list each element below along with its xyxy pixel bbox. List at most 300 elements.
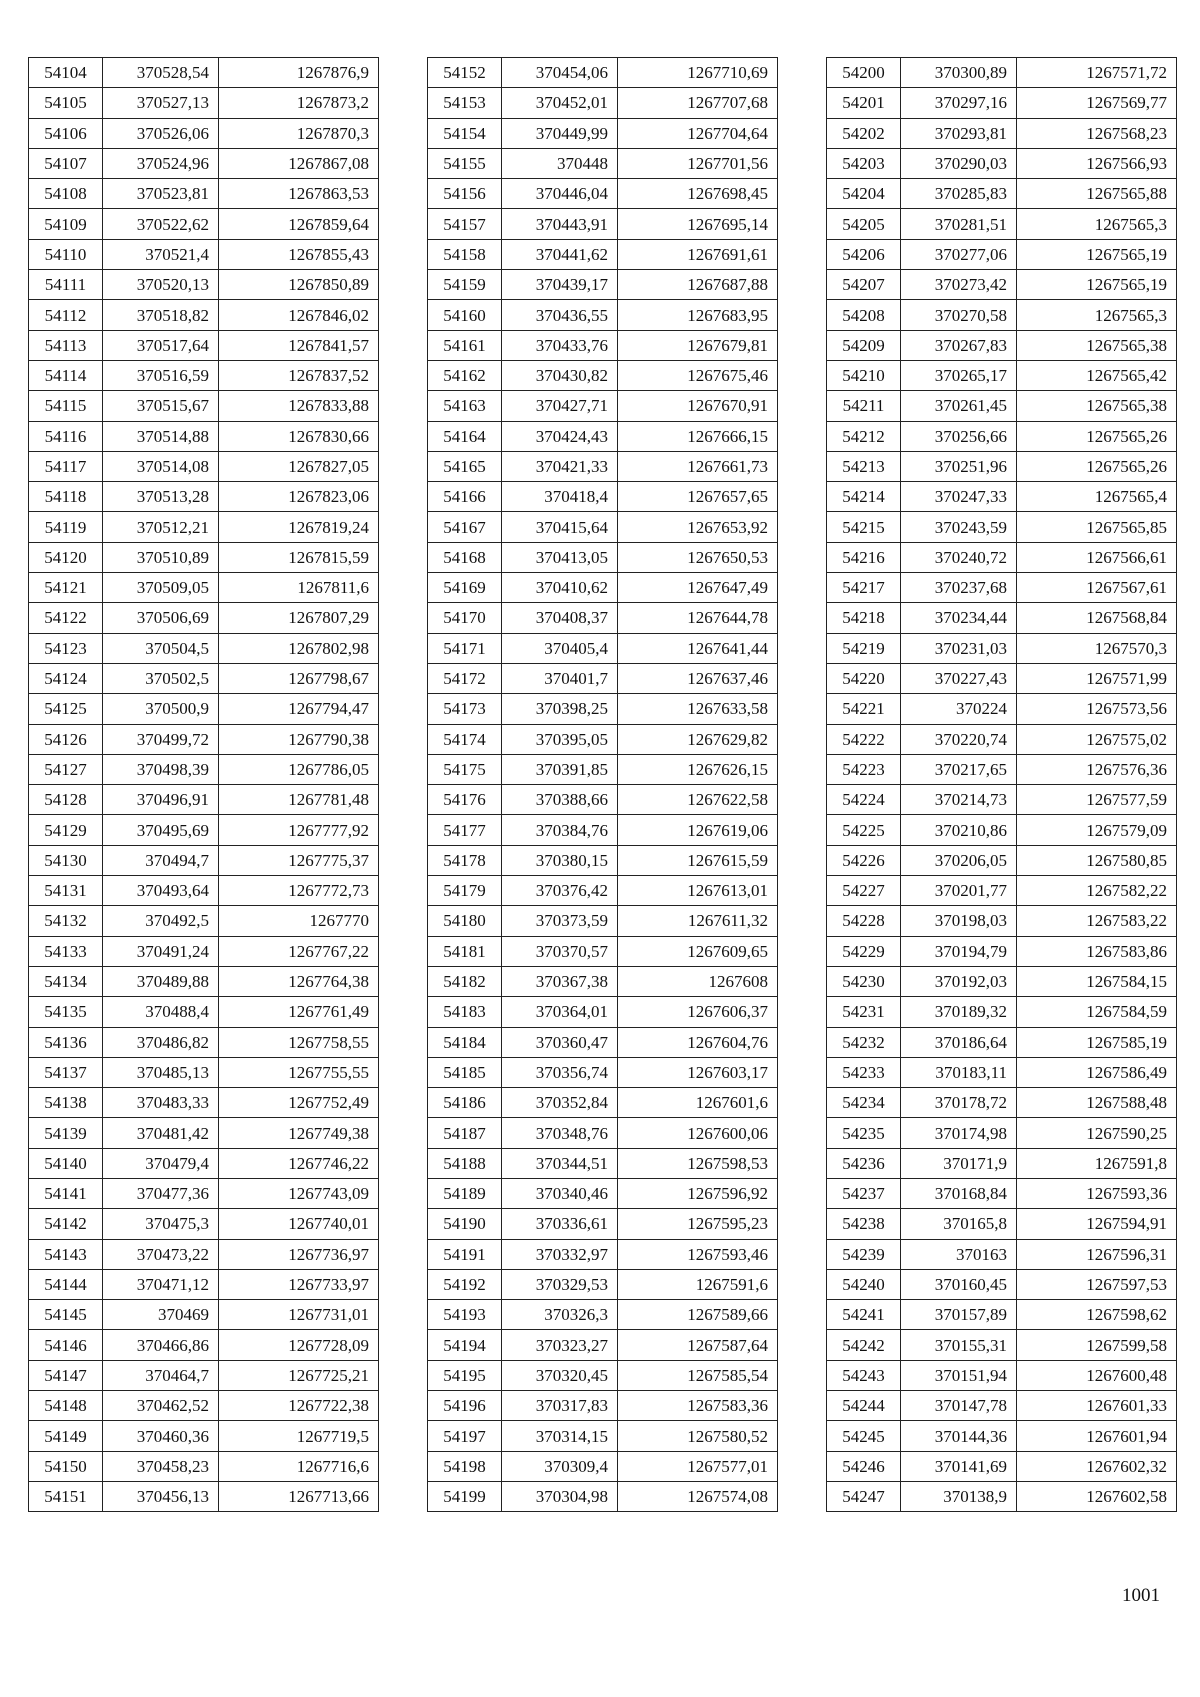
table-row xyxy=(827,1451,1177,1481)
y-coordinate-cell: 1267577,01 xyxy=(618,1451,778,1481)
table-row xyxy=(827,542,1177,572)
x-coordinate-cell: 370270,58 xyxy=(901,300,1017,330)
x-coordinate-cell: 370499,72 xyxy=(103,724,219,754)
table-row xyxy=(428,88,778,118)
table-row xyxy=(428,966,778,996)
point-number-cell: 54141 xyxy=(29,1178,103,1208)
point-number-cell: 54212 xyxy=(827,421,901,451)
point-number-cell: 54162 xyxy=(428,360,502,390)
coordinates-table-1 xyxy=(28,57,379,1512)
x-coordinate-cell: 370273,42 xyxy=(901,270,1017,300)
y-coordinate-cell: 1267587,64 xyxy=(618,1330,778,1360)
point-number-cell: 54170 xyxy=(428,603,502,633)
table-row xyxy=(827,966,1177,996)
x-coordinate-cell: 370408,37 xyxy=(502,603,618,633)
y-coordinate-cell: 1267583,22 xyxy=(1017,906,1177,936)
point-number-cell: 54192 xyxy=(428,1269,502,1299)
x-coordinate-cell: 370527,13 xyxy=(103,88,219,118)
table-row xyxy=(428,1088,778,1118)
x-coordinate-cell: 370518,82 xyxy=(103,300,219,330)
point-number-cell: 54245 xyxy=(827,1421,901,1451)
x-coordinate-cell: 370439,17 xyxy=(502,270,618,300)
x-coordinate-cell: 370526,06 xyxy=(103,118,219,148)
point-number-cell: 54152 xyxy=(428,58,502,88)
y-coordinate-cell: 1267683,95 xyxy=(618,300,778,330)
x-coordinate-cell: 370460,36 xyxy=(103,1421,219,1451)
x-coordinate-cell: 370521,4 xyxy=(103,239,219,269)
point-number-cell: 54165 xyxy=(428,451,502,481)
y-coordinate-cell: 1267601,6 xyxy=(618,1088,778,1118)
table-row xyxy=(827,1300,1177,1330)
point-number-cell: 54236 xyxy=(827,1148,901,1178)
point-number-cell: 54112 xyxy=(29,300,103,330)
point-number-cell: 54117 xyxy=(29,451,103,481)
y-coordinate-cell: 1267613,01 xyxy=(618,876,778,906)
y-coordinate-cell: 1267599,58 xyxy=(1017,1330,1177,1360)
table-row xyxy=(827,1269,1177,1299)
point-number-cell: 54202 xyxy=(827,118,901,148)
x-coordinate-cell: 370452,01 xyxy=(502,88,618,118)
point-number-cell: 54195 xyxy=(428,1360,502,1390)
table-row xyxy=(827,663,1177,693)
x-coordinate-cell: 370454,06 xyxy=(502,58,618,88)
y-coordinate-cell: 1267830,66 xyxy=(219,421,379,451)
x-coordinate-cell: 370300,89 xyxy=(901,58,1017,88)
table-row xyxy=(29,1300,379,1330)
point-number-cell: 54175 xyxy=(428,754,502,784)
y-coordinate-cell: 1267580,85 xyxy=(1017,845,1177,875)
x-coordinate-cell: 370391,85 xyxy=(502,754,618,784)
y-coordinate-cell: 1267584,59 xyxy=(1017,997,1177,1027)
y-coordinate-cell: 1267575,02 xyxy=(1017,724,1177,754)
y-coordinate-cell: 1267736,97 xyxy=(219,1239,379,1269)
y-coordinate-cell: 1267565,26 xyxy=(1017,421,1177,451)
table-row xyxy=(29,58,379,88)
table-row xyxy=(827,845,1177,875)
point-number-cell: 54229 xyxy=(827,936,901,966)
x-coordinate-cell: 370424,43 xyxy=(502,421,618,451)
x-coordinate-cell: 370492,5 xyxy=(103,906,219,936)
x-coordinate-cell: 370516,59 xyxy=(103,360,219,390)
y-coordinate-cell: 1267657,65 xyxy=(618,482,778,512)
y-coordinate-cell: 1267571,99 xyxy=(1017,663,1177,693)
table-row xyxy=(827,1178,1177,1208)
y-coordinate-cell: 1267641,44 xyxy=(618,633,778,663)
point-number-cell: 54148 xyxy=(29,1391,103,1421)
point-number-cell: 54224 xyxy=(827,785,901,815)
x-coordinate-cell: 370138,9 xyxy=(901,1481,1017,1511)
x-coordinate-cell: 370401,7 xyxy=(502,663,618,693)
table-row xyxy=(29,542,379,572)
table-row xyxy=(29,451,379,481)
y-coordinate-cell: 1267807,29 xyxy=(219,603,379,633)
y-coordinate-cell: 1267596,92 xyxy=(618,1178,778,1208)
table-row xyxy=(428,1178,778,1208)
table-row xyxy=(827,573,1177,603)
table-row xyxy=(29,148,379,178)
y-coordinate-cell: 1267584,15 xyxy=(1017,966,1177,996)
table-row xyxy=(29,300,379,330)
table-row xyxy=(428,936,778,966)
x-coordinate-cell: 370261,45 xyxy=(901,391,1017,421)
y-coordinate-cell: 1267710,69 xyxy=(618,58,778,88)
x-coordinate-cell: 370367,38 xyxy=(502,966,618,996)
point-number-cell: 54111 xyxy=(29,270,103,300)
table-row xyxy=(428,785,778,815)
x-coordinate-cell: 370430,82 xyxy=(502,360,618,390)
y-coordinate-cell: 1267837,52 xyxy=(219,360,379,390)
table-row xyxy=(428,1239,778,1269)
y-coordinate-cell: 1267781,48 xyxy=(219,785,379,815)
y-coordinate-cell: 1267819,24 xyxy=(219,512,379,542)
x-coordinate-cell: 370514,88 xyxy=(103,421,219,451)
y-coordinate-cell: 1267743,09 xyxy=(219,1178,379,1208)
y-coordinate-cell: 1267691,61 xyxy=(618,239,778,269)
table-row xyxy=(29,330,379,360)
y-coordinate-cell: 1267850,89 xyxy=(219,270,379,300)
y-coordinate-cell: 1267593,46 xyxy=(618,1239,778,1269)
y-coordinate-cell: 1267761,49 xyxy=(219,997,379,1027)
x-coordinate-cell: 370485,13 xyxy=(103,1057,219,1087)
y-coordinate-cell: 1267833,88 xyxy=(219,391,379,421)
y-coordinate-cell: 1267585,54 xyxy=(618,1360,778,1390)
point-number-cell: 54174 xyxy=(428,724,502,754)
y-coordinate-cell: 1267565,38 xyxy=(1017,330,1177,360)
point-number-cell: 54223 xyxy=(827,754,901,784)
point-number-cell: 54181 xyxy=(428,936,502,966)
x-coordinate-cell: 370206,05 xyxy=(901,845,1017,875)
table-row xyxy=(428,633,778,663)
y-coordinate-cell: 1267629,82 xyxy=(618,724,778,754)
point-number-cell: 54159 xyxy=(428,270,502,300)
point-number-cell: 54230 xyxy=(827,966,901,996)
y-coordinate-cell: 1267570,3 xyxy=(1017,633,1177,663)
y-coordinate-cell: 1267873,2 xyxy=(219,88,379,118)
y-coordinate-cell: 1267687,88 xyxy=(618,270,778,300)
point-number-cell: 54204 xyxy=(827,179,901,209)
point-number-cell: 54108 xyxy=(29,179,103,209)
table-row xyxy=(428,391,778,421)
point-number-cell: 54244 xyxy=(827,1391,901,1421)
x-coordinate-cell: 370504,5 xyxy=(103,633,219,663)
y-coordinate-cell: 1267767,22 xyxy=(219,936,379,966)
y-coordinate-cell: 1267600,48 xyxy=(1017,1360,1177,1390)
table-row xyxy=(428,1057,778,1087)
table-row xyxy=(29,270,379,300)
point-number-cell: 54194 xyxy=(428,1330,502,1360)
x-coordinate-cell: 370469 xyxy=(103,1300,219,1330)
point-number-cell: 54201 xyxy=(827,88,901,118)
x-coordinate-cell: 370237,68 xyxy=(901,573,1017,603)
y-coordinate-cell: 1267565,4 xyxy=(1017,482,1177,512)
point-number-cell: 54193 xyxy=(428,1300,502,1330)
y-coordinate-cell: 1267758,55 xyxy=(219,1027,379,1057)
y-coordinate-cell: 1267591,8 xyxy=(1017,1148,1177,1178)
point-number-cell: 54158 xyxy=(428,239,502,269)
y-coordinate-cell: 1267603,17 xyxy=(618,1057,778,1087)
x-coordinate-cell: 370523,81 xyxy=(103,179,219,209)
table-row xyxy=(29,1481,379,1511)
point-number-cell: 54119 xyxy=(29,512,103,542)
table-row xyxy=(29,1088,379,1118)
point-number-cell: 54199 xyxy=(428,1481,502,1511)
y-coordinate-cell: 1267846,02 xyxy=(219,300,379,330)
table-row xyxy=(29,118,379,148)
table-row xyxy=(29,876,379,906)
point-number-cell: 54110 xyxy=(29,239,103,269)
point-number-cell: 54221 xyxy=(827,694,901,724)
point-number-cell: 54145 xyxy=(29,1300,103,1330)
x-coordinate-cell: 370320,45 xyxy=(502,1360,618,1390)
point-number-cell: 54233 xyxy=(827,1057,901,1087)
table-row xyxy=(827,906,1177,936)
point-number-cell: 54222 xyxy=(827,724,901,754)
y-coordinate-cell: 1267582,22 xyxy=(1017,876,1177,906)
x-coordinate-cell: 370488,4 xyxy=(103,997,219,1027)
table-row xyxy=(29,360,379,390)
point-number-cell: 54127 xyxy=(29,754,103,784)
y-coordinate-cell: 1267569,77 xyxy=(1017,88,1177,118)
y-coordinate-cell: 1267746,22 xyxy=(219,1148,379,1178)
y-coordinate-cell: 1267644,78 xyxy=(618,603,778,633)
x-coordinate-cell: 370317,83 xyxy=(502,1391,618,1421)
y-coordinate-cell: 1267707,68 xyxy=(618,88,778,118)
x-coordinate-cell: 370157,89 xyxy=(901,1300,1017,1330)
y-coordinate-cell: 1267728,09 xyxy=(219,1330,379,1360)
x-coordinate-cell: 370494,7 xyxy=(103,845,219,875)
y-coordinate-cell: 1267571,72 xyxy=(1017,58,1177,88)
x-coordinate-cell: 370510,89 xyxy=(103,542,219,572)
y-coordinate-cell: 1267593,36 xyxy=(1017,1178,1177,1208)
x-coordinate-cell: 370151,94 xyxy=(901,1360,1017,1390)
table-row xyxy=(29,997,379,1027)
table-row xyxy=(29,936,379,966)
x-coordinate-cell: 370436,55 xyxy=(502,300,618,330)
x-coordinate-cell: 370520,13 xyxy=(103,270,219,300)
table-row xyxy=(29,724,379,754)
point-number-cell: 54143 xyxy=(29,1239,103,1269)
x-coordinate-cell: 370384,76 xyxy=(502,815,618,845)
y-coordinate-cell: 1267666,15 xyxy=(618,421,778,451)
point-number-cell: 54225 xyxy=(827,815,901,845)
point-number-cell: 54210 xyxy=(827,360,901,390)
x-coordinate-cell: 370227,43 xyxy=(901,663,1017,693)
y-coordinate-cell: 1267722,38 xyxy=(219,1391,379,1421)
table-row xyxy=(29,1057,379,1087)
table-row xyxy=(29,1360,379,1390)
y-coordinate-cell: 1267815,59 xyxy=(219,542,379,572)
point-number-cell: 54151 xyxy=(29,1481,103,1511)
x-coordinate-cell: 370210,86 xyxy=(901,815,1017,845)
x-coordinate-cell: 370448 xyxy=(502,148,618,178)
point-number-cell: 54191 xyxy=(428,1239,502,1269)
table-row xyxy=(428,694,778,724)
x-coordinate-cell: 370466,86 xyxy=(103,1330,219,1360)
point-number-cell: 54226 xyxy=(827,845,901,875)
table-row xyxy=(827,512,1177,542)
point-number-cell: 54247 xyxy=(827,1481,901,1511)
y-coordinate-cell: 1267713,66 xyxy=(219,1481,379,1511)
point-number-cell: 54246 xyxy=(827,1451,901,1481)
x-coordinate-cell: 370290,03 xyxy=(901,148,1017,178)
table-row xyxy=(827,1421,1177,1451)
point-number-cell: 54130 xyxy=(29,845,103,875)
x-coordinate-cell: 370297,16 xyxy=(901,88,1017,118)
y-coordinate-cell: 1267596,31 xyxy=(1017,1239,1177,1269)
x-coordinate-cell: 370251,96 xyxy=(901,451,1017,481)
point-number-cell: 54179 xyxy=(428,876,502,906)
x-coordinate-cell: 370449,99 xyxy=(502,118,618,148)
x-coordinate-cell: 370192,03 xyxy=(901,966,1017,996)
y-coordinate-cell: 1267749,38 xyxy=(219,1118,379,1148)
x-coordinate-cell: 370486,82 xyxy=(103,1027,219,1057)
x-coordinate-cell: 370344,51 xyxy=(502,1148,618,1178)
y-coordinate-cell: 1267619,06 xyxy=(618,815,778,845)
x-coordinate-cell: 370380,15 xyxy=(502,845,618,875)
table-row xyxy=(827,936,1177,966)
point-number-cell: 54203 xyxy=(827,148,901,178)
x-coordinate-cell: 370198,03 xyxy=(901,906,1017,936)
table-row xyxy=(428,300,778,330)
table-row xyxy=(827,754,1177,784)
x-coordinate-cell: 370247,33 xyxy=(901,482,1017,512)
x-coordinate-cell: 370234,44 xyxy=(901,603,1017,633)
x-coordinate-cell: 370141,69 xyxy=(901,1451,1017,1481)
table-row xyxy=(827,603,1177,633)
point-number-cell: 54188 xyxy=(428,1148,502,1178)
point-number-cell: 54243 xyxy=(827,1360,901,1390)
y-coordinate-cell: 1267716,6 xyxy=(219,1451,379,1481)
y-coordinate-cell: 1267579,09 xyxy=(1017,815,1177,845)
y-coordinate-cell: 1267725,21 xyxy=(219,1360,379,1390)
x-coordinate-cell: 370475,3 xyxy=(103,1209,219,1239)
point-number-cell: 54182 xyxy=(428,966,502,996)
x-coordinate-cell: 370168,84 xyxy=(901,1178,1017,1208)
y-coordinate-cell: 1267589,66 xyxy=(618,1300,778,1330)
table-row xyxy=(428,573,778,603)
table-row xyxy=(428,876,778,906)
x-coordinate-cell: 370293,81 xyxy=(901,118,1017,148)
table-row xyxy=(428,1330,778,1360)
x-coordinate-cell: 370178,72 xyxy=(901,1088,1017,1118)
table-row xyxy=(29,815,379,845)
point-number-cell: 54149 xyxy=(29,1421,103,1451)
y-coordinate-cell: 1267870,3 xyxy=(219,118,379,148)
table-row xyxy=(827,482,1177,512)
y-coordinate-cell: 1267598,62 xyxy=(1017,1300,1177,1330)
table-row xyxy=(827,360,1177,390)
point-number-cell: 54235 xyxy=(827,1118,901,1148)
y-coordinate-cell: 1267637,46 xyxy=(618,663,778,693)
point-number-cell: 54169 xyxy=(428,573,502,603)
y-coordinate-cell: 1267755,55 xyxy=(219,1057,379,1087)
point-number-cell: 54208 xyxy=(827,300,901,330)
table-row xyxy=(827,815,1177,845)
table-row xyxy=(428,845,778,875)
x-coordinate-cell: 370517,64 xyxy=(103,330,219,360)
point-number-cell: 54185 xyxy=(428,1057,502,1087)
table-row xyxy=(428,482,778,512)
y-coordinate-cell: 1267859,64 xyxy=(219,209,379,239)
y-coordinate-cell: 1267565,3 xyxy=(1017,300,1177,330)
x-coordinate-cell: 370348,76 xyxy=(502,1118,618,1148)
y-coordinate-cell: 1267695,14 xyxy=(618,209,778,239)
point-number-cell: 54107 xyxy=(29,148,103,178)
y-coordinate-cell: 1267863,53 xyxy=(219,179,379,209)
point-number-cell: 54156 xyxy=(428,179,502,209)
x-coordinate-cell: 370220,74 xyxy=(901,724,1017,754)
point-number-cell: 54211 xyxy=(827,391,901,421)
point-number-cell: 54134 xyxy=(29,966,103,996)
table-row xyxy=(428,239,778,269)
table-row xyxy=(827,1118,1177,1148)
point-number-cell: 54150 xyxy=(29,1451,103,1481)
point-number-cell: 54146 xyxy=(29,1330,103,1360)
y-coordinate-cell: 1267574,08 xyxy=(618,1481,778,1511)
point-number-cell: 54167 xyxy=(428,512,502,542)
point-number-cell: 54124 xyxy=(29,663,103,693)
point-number-cell: 54154 xyxy=(428,118,502,148)
x-coordinate-cell: 370433,76 xyxy=(502,330,618,360)
x-coordinate-cell: 370186,64 xyxy=(901,1027,1017,1057)
y-coordinate-cell: 1267670,91 xyxy=(618,391,778,421)
table-row xyxy=(827,1391,1177,1421)
table-row xyxy=(827,1027,1177,1057)
point-number-cell: 54105 xyxy=(29,88,103,118)
point-number-cell: 54220 xyxy=(827,663,901,693)
point-number-cell: 54189 xyxy=(428,1178,502,1208)
table-row xyxy=(29,179,379,209)
table-row xyxy=(827,1481,1177,1511)
y-coordinate-cell: 1267565,42 xyxy=(1017,360,1177,390)
x-coordinate-cell: 370491,24 xyxy=(103,936,219,966)
x-coordinate-cell: 370332,97 xyxy=(502,1239,618,1269)
table-row xyxy=(428,1148,778,1178)
x-coordinate-cell: 370479,4 xyxy=(103,1148,219,1178)
x-coordinate-cell: 370360,47 xyxy=(502,1027,618,1057)
table-row xyxy=(29,906,379,936)
y-coordinate-cell: 1267798,67 xyxy=(219,663,379,693)
point-number-cell: 54190 xyxy=(428,1209,502,1239)
table-row xyxy=(428,451,778,481)
x-coordinate-cell: 370515,67 xyxy=(103,391,219,421)
point-number-cell: 54121 xyxy=(29,573,103,603)
y-coordinate-cell: 1267615,59 xyxy=(618,845,778,875)
x-coordinate-cell: 370443,91 xyxy=(502,209,618,239)
y-coordinate-cell: 1267604,76 xyxy=(618,1027,778,1057)
point-number-cell: 54196 xyxy=(428,1391,502,1421)
point-number-cell: 54198 xyxy=(428,1451,502,1481)
x-coordinate-cell: 370512,21 xyxy=(103,512,219,542)
y-coordinate-cell: 1267608 xyxy=(618,966,778,996)
x-coordinate-cell: 370373,59 xyxy=(502,906,618,936)
x-coordinate-cell: 370243,59 xyxy=(901,512,1017,542)
y-coordinate-cell: 1267775,37 xyxy=(219,845,379,875)
point-number-cell: 54240 xyxy=(827,1269,901,1299)
x-coordinate-cell: 370174,98 xyxy=(901,1118,1017,1148)
x-coordinate-cell: 370415,64 xyxy=(502,512,618,542)
x-coordinate-cell: 370471,12 xyxy=(103,1269,219,1299)
x-coordinate-cell: 370473,22 xyxy=(103,1239,219,1269)
table-row xyxy=(827,300,1177,330)
table-row xyxy=(428,906,778,936)
point-number-cell: 54147 xyxy=(29,1360,103,1390)
point-number-cell: 54228 xyxy=(827,906,901,936)
point-number-cell: 54168 xyxy=(428,542,502,572)
table-row xyxy=(428,58,778,88)
table-row xyxy=(428,663,778,693)
y-coordinate-cell: 1267566,61 xyxy=(1017,542,1177,572)
